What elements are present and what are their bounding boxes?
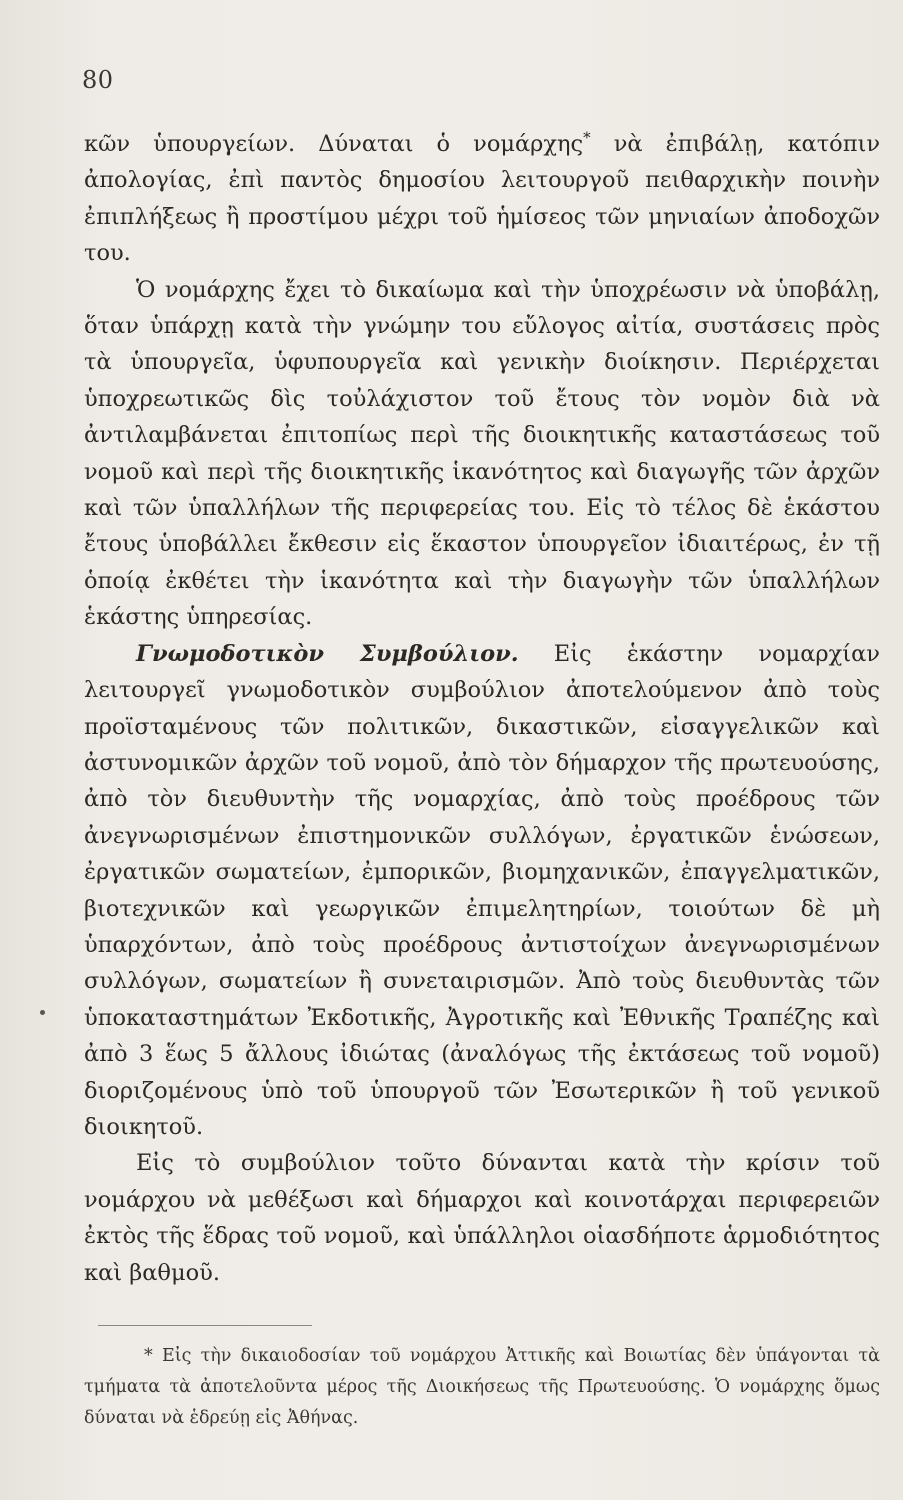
main-text [84, 126, 880, 1291]
page-number: 80 [82, 66, 114, 94]
footnote-marker: * [583, 128, 591, 147]
paragraph-2: Ὁ νομάρχης ἔχει τὸ δικαίωμα καὶ τὴν ὑποχρέωσιν νὰ ὑποβάλῃ, ὅταν ὑπάρχῃ κατὰ τὴν γνώμην του εὔλογος αἰτία, συστάσεις πρὸς τὰ ὑπουργεῖα, ὑφυπουργεῖα καὶ γενικὴν διοίκησιν. Περιέρχεται ὑποχρεωτικῶς δὶς τοὐλάχιστον τοῦ ἔτους τὸν νομὸν διὰ νὰ ἀντιλαμβάνεται ἐπιτοπίως περὶ τῆς διοικητικῆς καταστάσεως τοῦ νομοῦ καὶ περὶ τῆς διοικητικῆς ἱκανότητος καὶ διαγωγῆς τῶν ἀρχῶν καὶ τῶν ὑπαλλήλων τῆς περιφερείας του. Εἰς τὸ τέλος δὲ ἑκάστου ἔτους ὑποβάλλει ἔκθεσιν εἰς ἕκαστον ὑπουργεῖον ἰδιαιτέρως, ἐν τῇ ὁποίᾳ ἐκθέτει τὴν ἱκανότητα καὶ τὴν διαγωγὴν τῶν ὑπαλλήλων ἑκάστης ὑπηρεσίας. [84, 276, 880, 631]
paragraph-3 [84, 636, 880, 1146]
paragraph-4: Εἰς τὸ συμβούλιον τοῦτο δύνανται κατὰ τὴν κρίσιν τοῦ νομάρχου νὰ μεθέξωσι καὶ δήμαρχοι καὶ κοινοτάρχαι περιφερειῶν ἐκτὸς τῆς ἕδρας τοῦ νομοῦ, καὶ ὑπάλληλοι οἱασδήποτε ἁρμοδιότητος καὶ βαθμοῦ. [84, 1150, 880, 1286]
paragraph-1 [84, 126, 880, 272]
footnote-divider [98, 1325, 312, 1326]
margin-dot [40, 1010, 45, 1015]
paragraph-3-text: Εἰς ἑκάστην νομαρχίαν λειτουργεῖ γνωμοδοτικὸν συμβούλιον ἀποτελούμενον ἀπὸ τοὺς προϊσταμένους τῶν πολιτικῶν, δικαστικῶν, εἰσαγγελικῶν καὶ ἀστυνομικῶν ἀρχῶν τοῦ νομοῦ, ἀπὸ τὸν δήμαρχον τῆς πρωτευούσης, ἀπὸ τὸν διευθυντὴν τῆς νομαρχίας, ἀπὸ τοὺς προέδρους τῶν ἀνεγνωρισμένων ἐπιστημονικῶν συλλόγων, ἐργατικῶν ἑνώσεων, ἐργατικῶν σωματείων, ἐμπορικῶν, βιομηχανικῶν, ἐπαγγελματικῶν, βιοτεχνικῶν καὶ γεωργικῶν ἐπιμελητηρίων, τοιούτων δὲ μὴ ὑπαρχόντων, ἀπὸ τοὺς προέδρους ἀντιστοίχων ἀνεγνωρισμένων συλλόγων, σωματείων ἢ συνεταιρισμῶν. Ἀπὸ τοὺς διευθυντὰς τῶν ὑποκαταστημάτων Ἐκδοτικῆς, Ἀγροτικῆς καὶ Ἐθνικῆς Τραπέζης καὶ ἀπὸ 3 ἕως 5 ἄλλους ἰδιώτας (ἀναλόγως τῆς ἐκτάσεως τοῦ νομοῦ) διοριζομένους ὑπὸ τοῦ ὑπουργοῦ τῶν Ἐσωτερικῶν ἢ τοῦ γενικοῦ διοικητοῦ. [84, 640, 880, 1140]
paragraph-1-text: κῶν ὑπουργείων. Δύναται ὁ νομάρχης [84, 131, 584, 157]
section-heading: Γνωμοδοτικὸν Συμβούλιον. [136, 640, 519, 667]
footnote: * Εἰς τὴν δικαιοδοσίαν τοῦ νομάρχου Ἀττικῆς καὶ Βοιωτίας δὲν ὑπάγονται τὰ τμήματα τὰ ἀποτελοῦντα μέρος τῆς Διοικήσεως τῆς Πρωτευούσης. Ὁ νομάρχης ὅμως δύναται νὰ ἑδρεύῃ εἰς Ἀθήνας. [84, 1346, 880, 1428]
paragraph-1-rest: νὰ ἐπιβάλῃ, κατόπιν ἀπολογίας, ἐπὶ παντὸς δημοσίου λειτουργοῦ πειθαρχικὴν ποινὴν ἐπιπλήξεως ἢ προστίμου μέχρι τοῦ ἡμίσεος τῶν μηνιαίων ἀποδοχῶν του. [84, 131, 880, 267]
